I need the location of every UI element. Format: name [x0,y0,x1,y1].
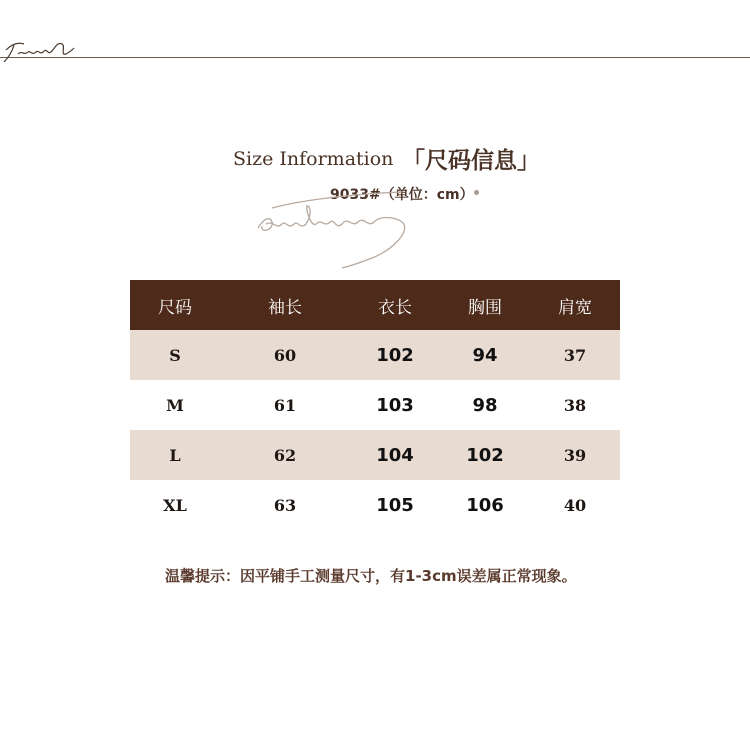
table-header-row [130,280,620,330]
cell-sleeve: 61 [273,395,297,415]
cell-size: L [169,445,181,465]
signature-decoration-middle [252,188,412,270]
cell-chest: 98 [472,394,498,416]
cell-chest: 102 [466,444,504,466]
table-row [130,380,620,430]
top-divider-line [0,57,750,58]
cell-size: XL [163,495,187,515]
cell-length: 102 [376,344,414,366]
header-chest: 胸围 [468,297,502,318]
cell-chest: 94 [472,344,498,366]
header-sleeve-length: 袖长 [268,297,302,318]
signature-decoration-top [2,36,77,66]
title-english: Size Information [233,148,394,170]
subtitle-unit: 9033#（单位：cm） [330,187,474,203]
cell-shoulder: 38 [563,395,587,415]
cell-shoulder: 39 [563,445,587,465]
decorative-dot [474,190,479,195]
header-body-length: 衣长 [378,297,412,318]
table-row [130,330,620,380]
header-size: 尺码 [158,297,192,318]
cell-chest: 106 [466,494,504,516]
table-row [130,430,620,480]
cell-sleeve: 63 [273,495,297,515]
cell-size: S [169,345,181,365]
cell-length: 103 [376,394,414,416]
cell-shoulder: 37 [563,345,587,365]
measurement-note: 温馨提示：因平铺手工测量尺寸，有1-3cm误差属正常现象。 [165,567,577,585]
cell-sleeve: 62 [273,445,297,465]
size-table [130,280,620,530]
cell-sleeve: 60 [273,345,297,365]
table-row [130,480,620,530]
cell-length: 105 [376,494,414,516]
cell-length: 104 [376,444,414,466]
cell-shoulder: 40 [563,495,587,515]
title-chinese: 「尺码信息」 [402,148,540,174]
header-shoulder: 肩宽 [558,297,592,318]
cell-size: M [166,395,184,415]
